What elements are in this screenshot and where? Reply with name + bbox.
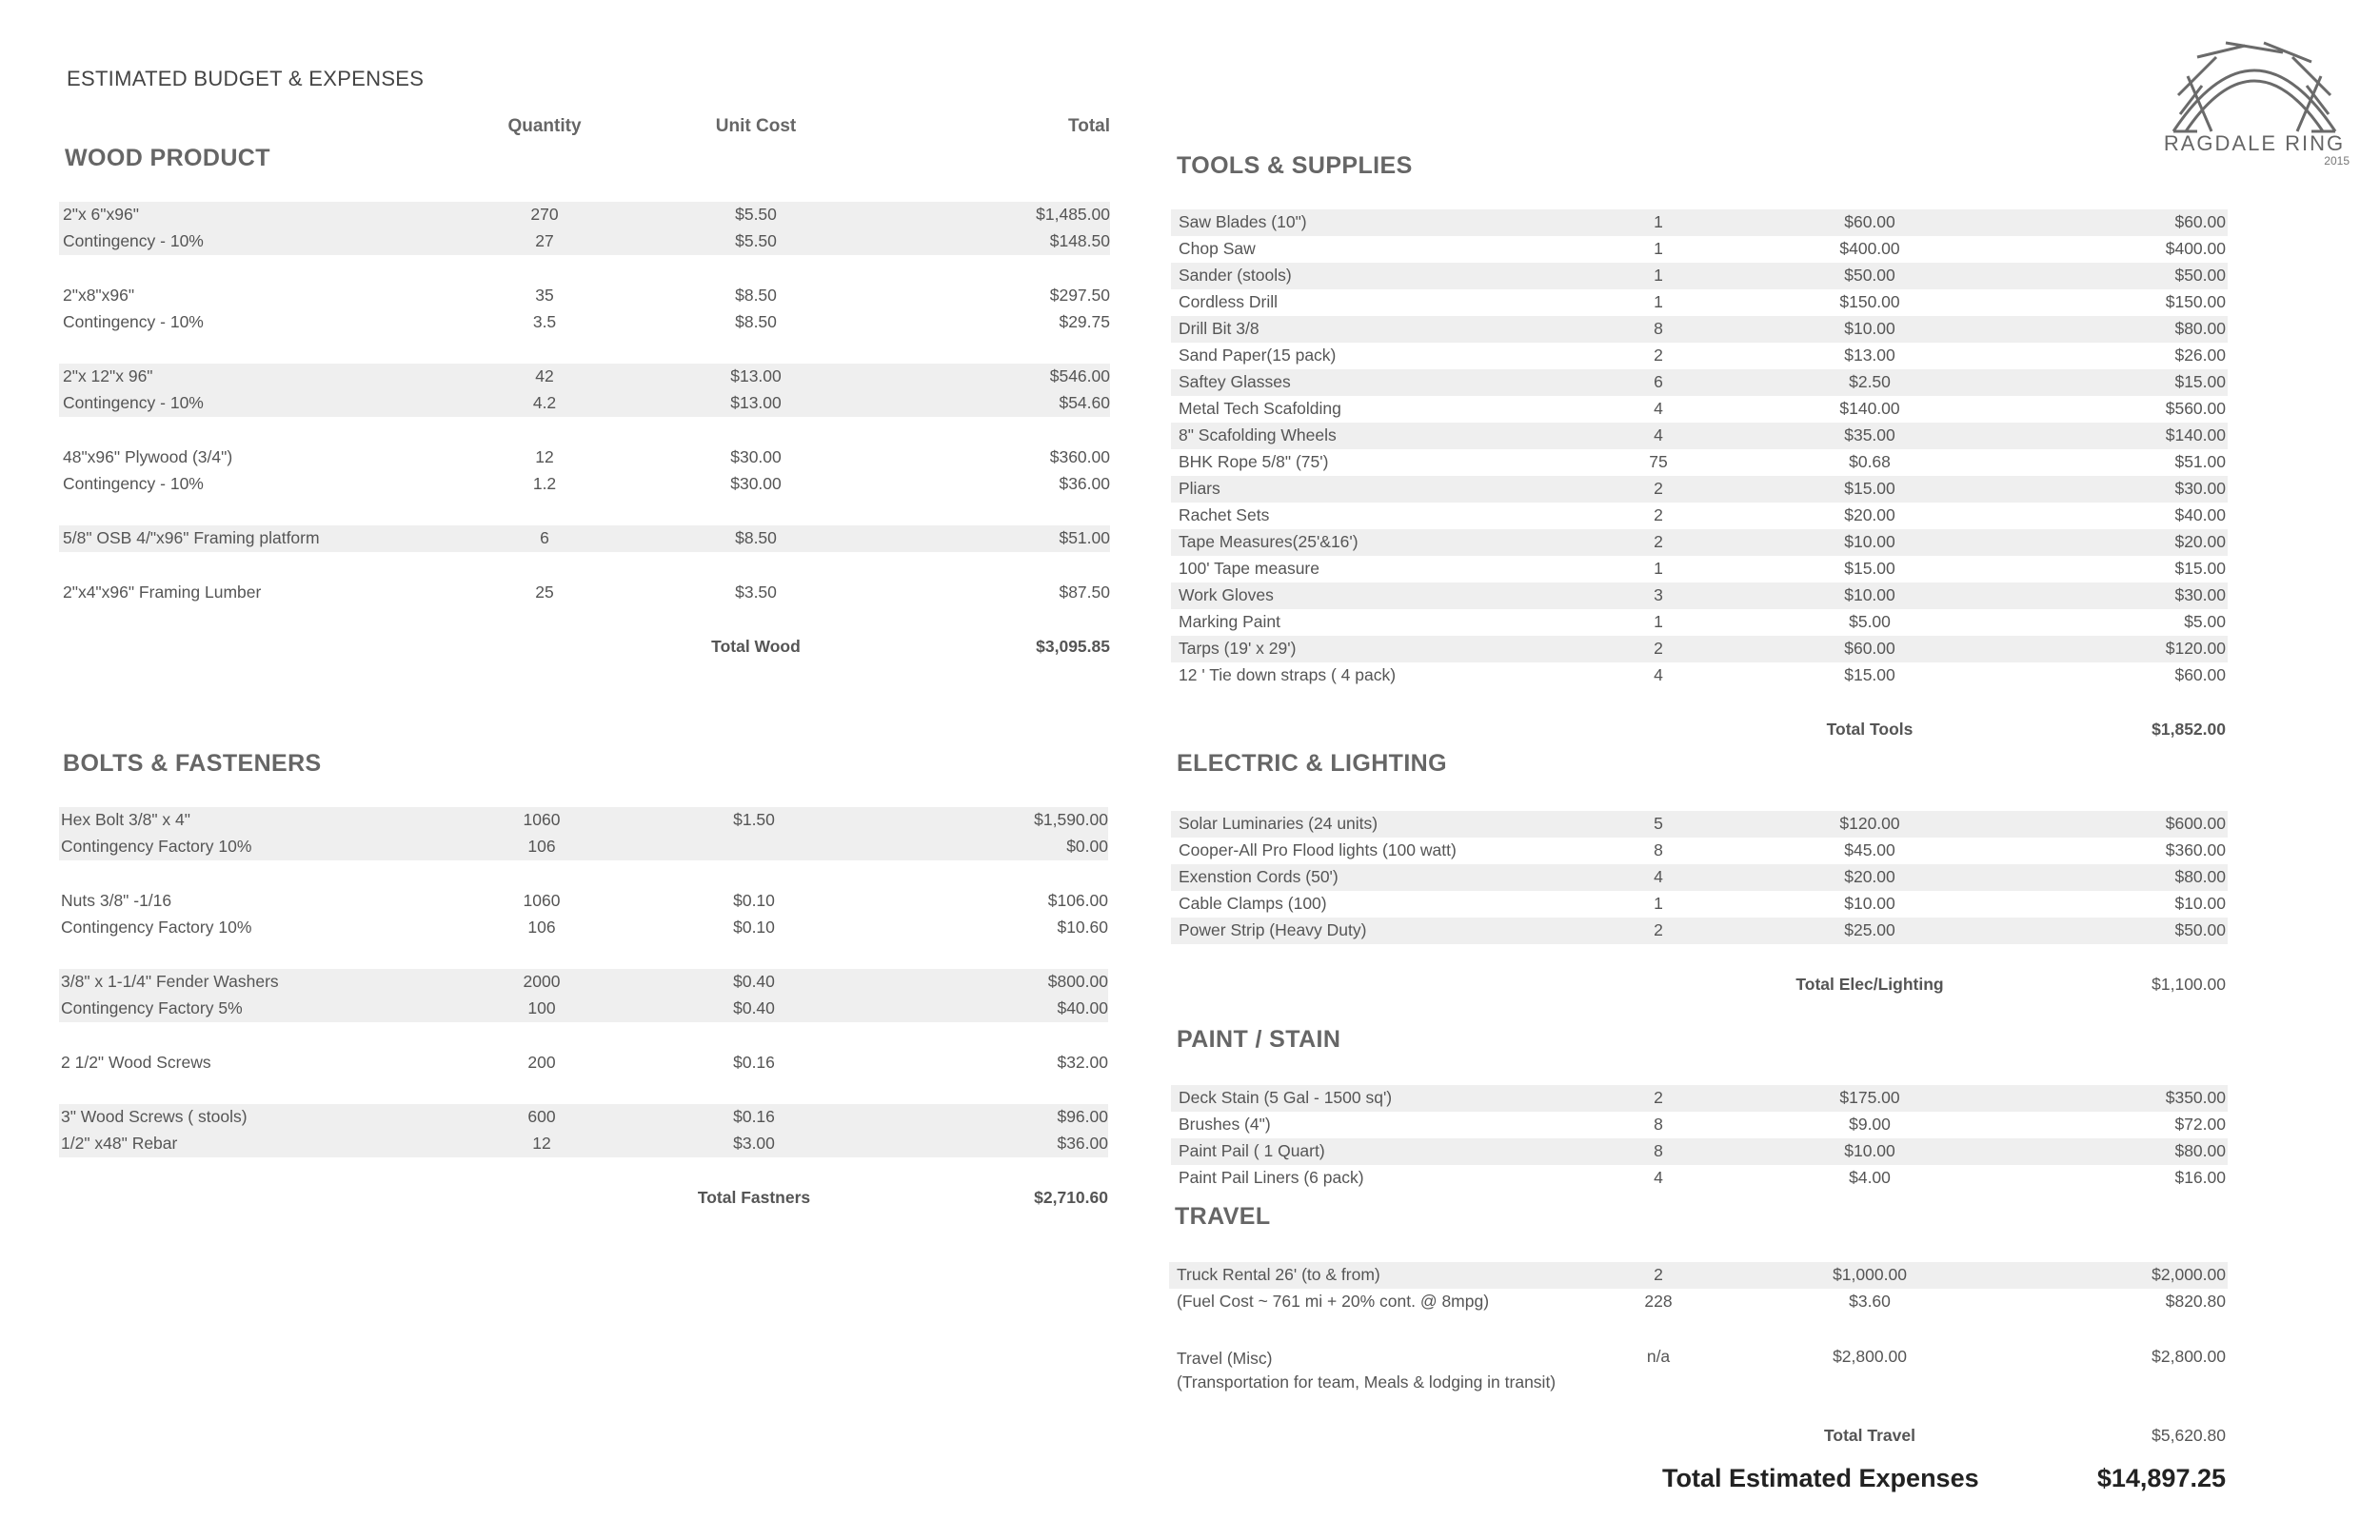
paint-section-title: PAINT / STAIN: [1177, 1026, 1341, 1053]
item-name: Contingency - 10%: [63, 393, 204, 412]
quantity-cell: 2: [1654, 505, 1663, 524]
unit-cost-cell: $3.60: [1849, 1292, 1891, 1311]
item-name: Contingency Factory 5%: [61, 998, 243, 1017]
unit-cost-cell: $3.50: [735, 582, 777, 602]
item-name: Cable Clamps (100): [1179, 894, 1327, 913]
tools-total-value: $1,852.00: [2152, 720, 2226, 739]
bolts-section-title: BOLTS & FASTENERS: [63, 750, 322, 777]
tools-total-row: [1171, 717, 2228, 743]
item-name: BHK Rope 5/8" (75'): [1179, 452, 1329, 471]
quantity-cell: 1: [1654, 266, 1663, 285]
quantity-cell: 6: [540, 528, 549, 547]
total-cell: $80.00: [2174, 319, 2226, 338]
item-name: Tarps (19' x 29'): [1179, 639, 1297, 658]
unit-cost-cell: $4.00: [1849, 1168, 1891, 1187]
quantity-cell: 3.5: [532, 312, 557, 331]
table-row: [59, 471, 1110, 498]
total-cell: $72.00: [2174, 1115, 2226, 1134]
total-cell: $60.00: [2174, 665, 2226, 684]
table-row: [1171, 343, 2228, 369]
quantity-cell: 1: [1654, 292, 1663, 311]
item-name: Tape Measures(25'&16'): [1179, 532, 1359, 551]
unit-cost-cell: $0.10: [733, 918, 775, 937]
tools-total-label: Total Tools: [1826, 720, 1914, 739]
total-cell: $26.00: [2174, 346, 2226, 365]
table-row: [1171, 864, 2228, 891]
unit-cost-cell: $20.00: [1844, 867, 1895, 886]
unit-cost-cell: $5.00: [1849, 612, 1891, 631]
quantity-cell: 2: [1654, 479, 1663, 498]
quantity-cell: 1: [1654, 239, 1663, 258]
travel-total-value: $5,620.80: [2152, 1426, 2226, 1445]
unit-cost-cell: $8.50: [735, 528, 777, 547]
table-row: [1169, 1262, 2228, 1289]
item-name: 1/2" x48" Rebar: [61, 1134, 178, 1153]
unit-cost-cell: $15.00: [1844, 479, 1895, 498]
electric-section-title: ELECTRIC & LIGHTING: [1177, 750, 1447, 777]
item-name: Contingency - 10%: [63, 474, 204, 493]
quantity-cell: 6: [1654, 372, 1663, 391]
table-row: [1171, 316, 2228, 343]
quantity-cell: 4: [1654, 425, 1663, 444]
table-row: [1171, 1085, 2228, 1112]
unit-cost-cell: $140.00: [1839, 399, 1900, 418]
table-row: [59, 283, 1110, 309]
quantity-cell: 1.2: [532, 474, 557, 493]
item-name: 2"x 12"x 96": [63, 366, 153, 385]
item-name: Contingency Factory 10%: [61, 837, 252, 856]
total-cell: $350.00: [2165, 1088, 2226, 1107]
item-name: Hex Bolt 3/8" x 4": [61, 810, 190, 829]
quantity-cell: 106: [527, 837, 556, 856]
ragdale-ring-logo: [2159, 38, 2350, 181]
quantity-cell: 228: [1644, 1292, 1673, 1311]
table-row: [1171, 556, 2228, 582]
unit-cost-cell: $45.00: [1844, 840, 1895, 859]
unit-cost-cell: $10.00: [1844, 894, 1895, 913]
unit-cost-cell: $3.00: [733, 1134, 775, 1153]
travel-section-title: TRAVEL: [1175, 1203, 1271, 1230]
item-name: Sand Paper(15 pack): [1179, 346, 1337, 365]
unit-cost-cell: $175.00: [1839, 1088, 1900, 1107]
unit-cost-cell: $0.16: [733, 1053, 775, 1072]
total-cell: $40.00: [1057, 998, 1108, 1017]
quantity-cell: 270: [530, 205, 559, 224]
table-row: [1171, 891, 2228, 918]
item-name: Marking Paint: [1179, 612, 1280, 631]
table-row: [1171, 1165, 2228, 1192]
table-row: [59, 444, 1110, 471]
total-column-header: Total: [1068, 116, 1110, 136]
total-cell: $800.00: [1047, 972, 1108, 991]
table-row: [1171, 811, 2228, 838]
total-cell: $36.00: [1057, 1134, 1108, 1153]
unit-cost-cell: $13.00: [730, 393, 782, 412]
table-row: [59, 1050, 1108, 1076]
item-name: Contingency - 10%: [63, 312, 204, 331]
total-cell: $297.50: [1049, 286, 1110, 305]
item-name: 100' Tape measure: [1179, 559, 1319, 578]
item-name: 2"x 6"x96": [63, 205, 139, 224]
quantity-cell: 12: [532, 1134, 551, 1153]
item-name: Metal Tech Scafolding: [1179, 399, 1341, 418]
total-cell: $10.00: [2174, 894, 2226, 913]
quantity-cell: n/a: [1646, 1347, 1671, 1366]
unit-cost-cell: $30.00: [730, 447, 782, 466]
quantity-cell: 106: [527, 918, 556, 937]
table-row: [1171, 503, 2228, 529]
grand-total-value: $14,897.25: [2096, 1464, 2226, 1492]
table-row: [1171, 289, 2228, 316]
total-cell: $140.00: [2165, 425, 2226, 444]
table-row: [59, 969, 1108, 996]
total-cell: $820.80: [2165, 1292, 2226, 1311]
item-name: 2"x8"x96": [63, 286, 135, 305]
table-row: [1171, 1138, 2228, 1165]
total-cell: $560.00: [2165, 399, 2226, 418]
unit-cost-cell: $1,000.00: [1833, 1265, 1907, 1284]
quantity-cell: 35: [535, 286, 554, 305]
item-name: Deck Stain (5 Gal - 1500 sq'): [1179, 1088, 1393, 1107]
table-row: [1171, 236, 2228, 263]
bolts-total-row: [59, 1185, 1108, 1212]
quantity-cell: 1060: [523, 810, 561, 829]
quantity-cell: 2: [1654, 639, 1663, 658]
unit-cost-cell: $1.50: [733, 810, 775, 829]
unit-cost-cell: $15.00: [1844, 665, 1895, 684]
quantity-cell: 42: [535, 366, 554, 385]
table-row: [1171, 476, 2228, 503]
unit-cost-cell: $50.00: [1844, 266, 1895, 285]
item-name: Drill Bit 3/8: [1179, 319, 1259, 338]
wood-section-title: WOOD PRODUCT: [65, 145, 270, 171]
item-name: Truck Rental 26' (to & from): [1177, 1265, 1380, 1284]
unit-cost-cell: $400.00: [1839, 239, 1900, 258]
item-name: Exenstion Cords (50'): [1179, 867, 1339, 886]
wood-total-label: Total Wood: [711, 637, 801, 656]
unit-cost-cell: $5.50: [735, 205, 777, 224]
table-row: [1171, 369, 2228, 396]
item-name: (Fuel Cost ~ 761 mi + 20% cont. @ 8mpg): [1177, 1292, 1490, 1311]
quantity-cell: 2: [1654, 1088, 1663, 1107]
total-cell: $2,800.00: [2152, 1347, 2226, 1366]
item-name: Solar Luminaries (24 units): [1179, 814, 1378, 833]
unit-cost-cell: $30.00: [730, 474, 782, 493]
table-row: [1171, 449, 2228, 476]
quantity-cell: 75: [1649, 452, 1668, 471]
total-cell: $360.00: [2165, 840, 2226, 859]
unit-cost-cell: $0.40: [733, 998, 775, 1017]
quantity-cell: 3: [1654, 585, 1663, 604]
quantity-cell: 600: [527, 1107, 556, 1126]
item-name: Chop Saw: [1179, 239, 1256, 258]
quantity-cell: 4: [1654, 1168, 1663, 1187]
unit-cost-cell: $25.00: [1844, 920, 1895, 939]
unit-cost-cell: $15.00: [1844, 559, 1895, 578]
table-row: [1171, 1112, 2228, 1138]
unit-cost-cell: $2.50: [1849, 372, 1891, 391]
unit-cost-cell: $35.00: [1844, 425, 1895, 444]
table-row: [59, 1104, 1108, 1131]
quantity-cell: 1: [1654, 559, 1663, 578]
quantity-cell: 2: [1654, 1265, 1663, 1284]
unit-cost-cell: $10.00: [1844, 532, 1895, 551]
total-cell: $150.00: [2165, 292, 2226, 311]
total-cell: $50.00: [2174, 266, 2226, 285]
table-row: [1169, 1344, 2228, 1412]
tools-section-title: TOOLS & SUPPLIES: [1177, 152, 1413, 179]
wood-total-row: [59, 634, 1110, 661]
quantity-cell: 1: [1654, 612, 1663, 631]
table-row: [1171, 636, 2228, 662]
quantity-cell: 200: [527, 1053, 556, 1072]
electric-total-label: Total Elec/Lighting: [1795, 975, 1944, 994]
grand-total-label: Total Estimated Expenses: [1662, 1464, 1979, 1492]
total-cell: $60.00: [2174, 212, 2226, 231]
table-row: [59, 525, 1110, 552]
unit-cost-cell: $8.50: [735, 312, 777, 331]
item-name: Brushes (4"): [1179, 1115, 1271, 1134]
unit-cost-cell: $0.16: [733, 1107, 775, 1126]
item-name: Saftey Glasses: [1179, 372, 1291, 391]
quantity-cell: 1: [1654, 894, 1663, 913]
electric-total-row: [1171, 972, 2228, 998]
item-name: 2"x4"x96" Framing Lumber: [63, 582, 262, 602]
table-row: [59, 834, 1108, 860]
total-cell: $30.00: [2174, 585, 2226, 604]
unit-cost-cell: $5.50: [735, 231, 777, 250]
item-name: 5/8" OSB 4/"x96" Framing platform: [63, 528, 320, 547]
item-name: Cooper-All Pro Flood lights (100 watt): [1179, 840, 1457, 859]
quantity-cell: 8: [1654, 1141, 1663, 1160]
item-name: 48"x96" Plywood (3/4"): [63, 447, 233, 466]
travel-total-label: Total Travel: [1824, 1426, 1915, 1445]
table-row: [59, 202, 1110, 228]
ring-arch-icon: [2159, 38, 2350, 133]
table-row: [1171, 263, 2228, 289]
quantity-cell: 1060: [523, 891, 561, 910]
total-cell: $80.00: [2174, 867, 2226, 886]
unit-cost-cell: $10.00: [1844, 1141, 1895, 1160]
unit-cost-cell: $10.00: [1844, 319, 1895, 338]
unit-cost-cell: $0.40: [733, 972, 775, 991]
total-cell: $5.00: [2184, 612, 2226, 631]
table-row: [1171, 609, 2228, 636]
item-name: Paint Pail Liners (6 pack): [1179, 1168, 1364, 1187]
total-cell: $54.60: [1059, 393, 1110, 412]
unit-cost-cell: $120.00: [1839, 814, 1900, 833]
table-row: [1171, 423, 2228, 449]
item-name: Rachet Sets: [1179, 505, 1270, 524]
unit-cost-cell: $60.00: [1844, 212, 1895, 231]
total-cell: $51.00: [1059, 528, 1110, 547]
total-cell: $36.00: [1059, 474, 1110, 493]
quantity-cell: 1: [1654, 212, 1663, 231]
table-row: [59, 807, 1108, 834]
table-row: [1171, 529, 2228, 556]
quantity-cell: 4: [1654, 867, 1663, 886]
item-name: Pliars: [1179, 479, 1220, 498]
quantity-cell: 27: [535, 231, 554, 250]
quantity-cell: 2: [1654, 532, 1663, 551]
unit-cost-cell: $9.00: [1849, 1115, 1891, 1134]
total-cell: $1,590.00: [1034, 810, 1108, 829]
travel-total-row: [1169, 1423, 2228, 1450]
total-cell: $32.00: [1057, 1053, 1108, 1072]
quantity-cell: 2: [1654, 920, 1663, 939]
wood-total-value: $3,095.85: [1036, 637, 1110, 656]
quantity-cell: 2: [1654, 346, 1663, 365]
item-name: Paint Pail ( 1 Quart): [1179, 1141, 1325, 1160]
item-name: Sander (stools): [1179, 266, 1292, 285]
total-cell: $40.00: [2174, 505, 2226, 524]
table-row: [59, 309, 1110, 336]
total-cell: $51.00: [2174, 452, 2226, 471]
total-cell: $10.60: [1057, 918, 1108, 937]
quantity-cell: 8: [1654, 1115, 1663, 1134]
logo-year: 2015: [2324, 154, 2350, 168]
unit-cost-column-header: Unit Cost: [715, 116, 797, 136]
total-cell: $120.00: [2165, 639, 2226, 658]
table-row: [59, 580, 1110, 606]
quantity-cell: 12: [535, 447, 554, 466]
table-row: [59, 888, 1108, 915]
table-row: [59, 915, 1108, 941]
item-name: Travel (Misc): [1177, 1349, 1273, 1368]
total-cell: $106.00: [1047, 891, 1108, 910]
total-cell: $2,000.00: [2152, 1265, 2226, 1284]
item-name: 12 ' Tie down straps ( 4 pack): [1179, 665, 1397, 684]
item-name: Work Gloves: [1179, 585, 1274, 604]
unit-cost-cell: $150.00: [1839, 292, 1900, 311]
table-row: [1171, 582, 2228, 609]
total-cell: $16.00: [2174, 1168, 2226, 1187]
bolts-total-label: Total Fastners: [697, 1188, 811, 1207]
quantity-cell: 4.2: [532, 393, 557, 412]
total-cell: $15.00: [2174, 372, 2226, 391]
item-note: (Transportation for team, Meals & lodging in transit): [1177, 1372, 1557, 1392]
total-cell: $87.50: [1059, 582, 1110, 602]
table-row: [59, 996, 1108, 1022]
item-name: 8" Scafolding Wheels: [1179, 425, 1337, 444]
quantity-cell: 4: [1654, 665, 1663, 684]
quantity-cell: 25: [535, 582, 554, 602]
total-cell: $15.00: [2174, 559, 2226, 578]
unit-cost-cell: $13.00: [1844, 346, 1895, 365]
unit-cost-cell: $0.10: [733, 891, 775, 910]
table-row: [1171, 396, 2228, 423]
total-cell: $400.00: [2165, 239, 2226, 258]
unit-cost-cell: $2,800.00: [1833, 1347, 1907, 1366]
table-row: [1171, 838, 2228, 864]
item-name: Power Strip (Heavy Duty): [1179, 920, 1367, 939]
total-cell: $1,485.00: [1036, 205, 1110, 224]
table-row: [1169, 1289, 2228, 1315]
total-cell: $148.50: [1049, 231, 1110, 250]
item-name: 3" Wood Screws ( stools): [61, 1107, 248, 1126]
item-name: 3/8" x 1-1/4" Fender Washers: [61, 972, 279, 991]
item-name: 2 1/2" Wood Screws: [61, 1053, 211, 1072]
unit-cost-cell: $20.00: [1844, 505, 1895, 524]
unit-cost-cell: $10.00: [1844, 585, 1895, 604]
unit-cost-cell: $0.68: [1849, 452, 1891, 471]
electric-total-value: $1,100.00: [2152, 975, 2226, 994]
total-cell: $50.00: [2174, 920, 2226, 939]
item-name: Saw Blades (10"): [1179, 212, 1307, 231]
quantity-cell: 100: [527, 998, 556, 1017]
table-row: [59, 390, 1110, 417]
quantity-cell: 5: [1654, 814, 1663, 833]
table-row: [1171, 662, 2228, 689]
quantity-cell: 2000: [523, 972, 561, 991]
total-cell: $0.00: [1066, 837, 1108, 856]
total-cell: $20.00: [2174, 532, 2226, 551]
table-row: [59, 1131, 1108, 1157]
logo-name: RAGDALE RING: [2163, 131, 2346, 155]
bolts-total-value: $2,710.60: [1034, 1188, 1108, 1207]
item-name: Contingency - 10%: [63, 231, 204, 250]
total-cell: $360.00: [1049, 447, 1110, 466]
total-cell: $96.00: [1057, 1107, 1108, 1126]
table-row: [59, 364, 1110, 390]
document-title: ESTIMATED BUDGET & EXPENSES: [67, 67, 425, 90]
quantity-cell: 8: [1654, 319, 1663, 338]
quantity-column-header: Quantity: [507, 116, 582, 136]
unit-cost-cell: $13.00: [730, 366, 782, 385]
item-name: Contingency Factory 10%: [61, 918, 252, 937]
unit-cost-cell: $60.00: [1844, 639, 1895, 658]
total-cell: $30.00: [2174, 479, 2226, 498]
table-row: [1171, 918, 2228, 944]
total-cell: $29.75: [1059, 312, 1110, 331]
quantity-cell: 4: [1654, 399, 1663, 418]
total-cell: $546.00: [1049, 366, 1110, 385]
total-cell: $600.00: [2165, 814, 2226, 833]
table-row: [1171, 209, 2228, 236]
quantity-cell: 8: [1654, 840, 1663, 859]
table-row: [59, 228, 1110, 255]
unit-cost-cell: $8.50: [735, 286, 777, 305]
total-cell: $80.00: [2174, 1141, 2226, 1160]
item-name: Nuts 3/8" -1/16: [61, 891, 172, 910]
item-name: Cordless Drill: [1179, 292, 1279, 311]
